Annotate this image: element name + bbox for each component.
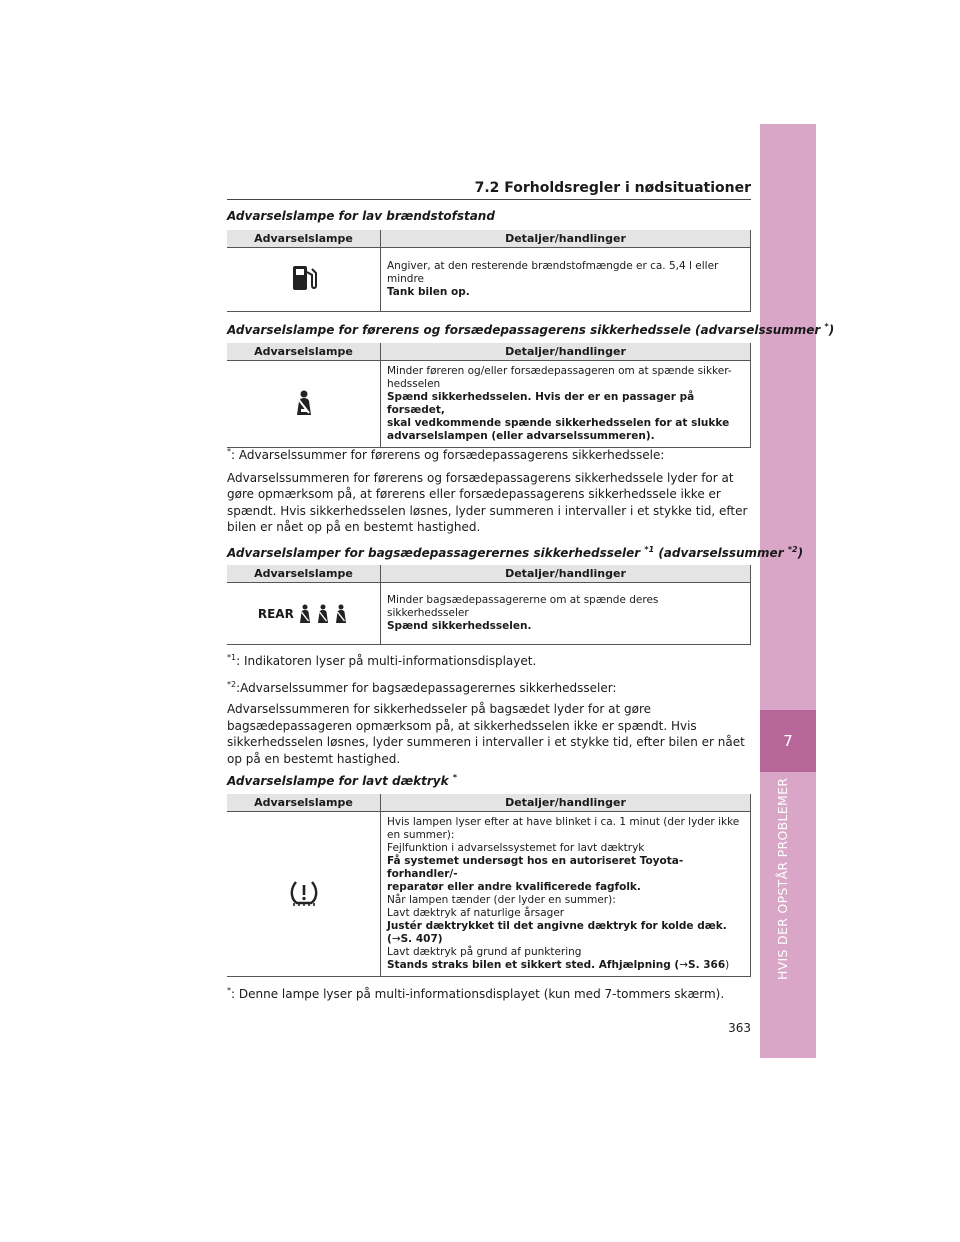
- chapter-number: 7: [760, 710, 816, 772]
- detail-action: (→S. 407): [387, 933, 443, 945]
- detail-line: Minder føreren og/eller forsædepassageren om at spænde sikker-: [387, 365, 732, 377]
- tire-footnote: [227, 983, 751, 1003]
- rear-belt-notes: [227, 650, 751, 767]
- footnote: $^{*1}$: Indikatoren lyser på multi-informationsdisplayet.: [227, 653, 537, 668]
- detail-action: Stands straks bilen et sikkert sted. Afhjælpning (→S. 366): [387, 959, 730, 971]
- lamp-cell: [227, 583, 381, 645]
- detail-line: Fejlfunktion i advarselssystemet for lavt dæktryk: [387, 842, 645, 854]
- table-header-details: Detaljer/handlinger: [381, 343, 751, 361]
- section-title-tire: Advarselslampe for lavt dæktryk *: [227, 773, 457, 788]
- lamp-cell: [227, 361, 381, 448]
- detail-line: sikkerhedsseler: [387, 607, 469, 619]
- section-title-fuel: Advarselslampe for lav brændstofstand: [227, 209, 495, 223]
- detail-line: Hvis lampen lyser efter at have blinket i ca. 1 minut (der lyder ikke: [387, 816, 740, 828]
- detail-action: skal vedkommende spænde sikkerhedsselen for at slukke: [387, 417, 730, 429]
- page-header: 7.2 Forholdsregler i nødsituationer: [474, 180, 751, 196]
- fuel-pump-icon: [291, 263, 317, 293]
- detail-line: Lavt dæktryk af naturlige årsager: [387, 907, 565, 919]
- detail-line: mindre: [387, 273, 425, 285]
- lamp-cell: [227, 248, 381, 312]
- lamp-cell: [227, 812, 381, 977]
- detail-line: hedsselen: [387, 378, 441, 390]
- detail-line: Lavt dæktryk på grund af punktering: [387, 946, 582, 958]
- page-reference-link[interactable]: S. 366: [688, 959, 726, 971]
- table-header-lamp: Advarselslampe: [227, 343, 381, 361]
- detail-action: Tank bilen op.: [387, 286, 470, 298]
- table-header-lamp: Advarselslampe: [227, 230, 381, 248]
- page-reference-link[interactable]: S. 407: [400, 933, 438, 945]
- rear-label: REAR: [257, 606, 294, 621]
- section-title-rear-belt: Advarselslamper for bagsædepassagerernes sikkerhedsseler $^{*1}$ (advarselssummer $^{*2}$): [227, 545, 804, 560]
- table-rear-belt: [227, 565, 751, 645]
- table-header-details: Detaljer/handlinger: [381, 565, 751, 583]
- table-header-lamp: Advarselslampe: [227, 794, 381, 812]
- detail-action: Spænd sikkerhedsselen.: [387, 620, 532, 632]
- table-header-lamp: Advarselslampe: [227, 565, 381, 583]
- details-cell: [381, 812, 751, 977]
- rear-seatbelt-icons: [297, 604, 349, 624]
- front-belt-notes: [227, 444, 751, 536]
- table-fuel: [227, 230, 751, 312]
- detail-line: Når lampen tænder (der lyder en summer):: [387, 894, 616, 906]
- table-tire: [227, 794, 751, 977]
- table-header-details: Detaljer/handlinger: [381, 794, 751, 812]
- footnote: $^{*2}$:Advarselssummer for bagsædepassagerernes sikkerhedsseler:: [227, 679, 617, 695]
- detail-action: Spænd sikkerhedsselen. Hvis der er en passager på forsædet,: [387, 391, 695, 416]
- chapter-title: HVIS DER OPSTÅR PROBLEMER: [775, 777, 790, 980]
- paragraph: Advarselssummeren for førerens og forsædepassagerens sikkerhedssele lyder for at gøre opmærksom på, at førerens eller forsædepassagerens sikkerhedssele ikke er spændt. Hvis sikkerhedsselen løsnes, lyder summeren i intervaller i et stykke tid, efter bilen er nået op på en bestemt hastighed.: [227, 470, 748, 534]
- detail-action: Få systemet undersøgt hos en autoriseret Toyota-forhandler/-: [387, 855, 684, 880]
- detail-action: Justér dæktrykket til det angivne dæktryk for kolde dæk.: [387, 920, 727, 932]
- header-rule: [227, 199, 751, 200]
- detail-line: Angiver, at den resterende brændstofmængde er ca. 5,4 l eller: [387, 260, 719, 272]
- footnote: *: Denne lampe lyser på multi-informationsdisplayet (kun med 7-tommers skærm).: [227, 986, 725, 1001]
- section-title-front-belt: Advarselslampe for førerens og forsædepassagerens sikkerhedssele (advarselssummer *): [227, 322, 835, 337]
- table-front-belt: [227, 343, 751, 448]
- detail-action: advarselslampen (eller advarselssummeren).: [387, 430, 655, 442]
- page-number: 363: [728, 1021, 751, 1035]
- table-header-details: Detaljer/handlinger: [381, 230, 751, 248]
- details-cell: [381, 583, 751, 645]
- detail-line: en summer):: [387, 829, 455, 841]
- detail-action: reparatør eller andre kvalificerede fagfolk.: [387, 881, 641, 893]
- tire-pressure-icon: [289, 879, 319, 907]
- details-cell: [381, 361, 751, 448]
- paragraph: Advarselssummeren for sikkerhedsseler på bagsædet lyder for at gøre bagsædepassageren opmærksom på, at sikkerhedsselen ikke er spændt. Hvis sikkerhedsselen løsnes, lyder summeren i intervaller i et stykke tid, efter bilen er nået op på en bestemt hastighed.: [227, 702, 745, 766]
- footnote: *: Advarselssummer for førerens og forsædepassagerens sikkerhedssele:: [227, 447, 665, 462]
- seatbelt-icon: [291, 389, 317, 417]
- detail-line: Minder bagsædepassagererne om at spænde deres: [387, 594, 659, 606]
- details-cell: [381, 248, 751, 312]
